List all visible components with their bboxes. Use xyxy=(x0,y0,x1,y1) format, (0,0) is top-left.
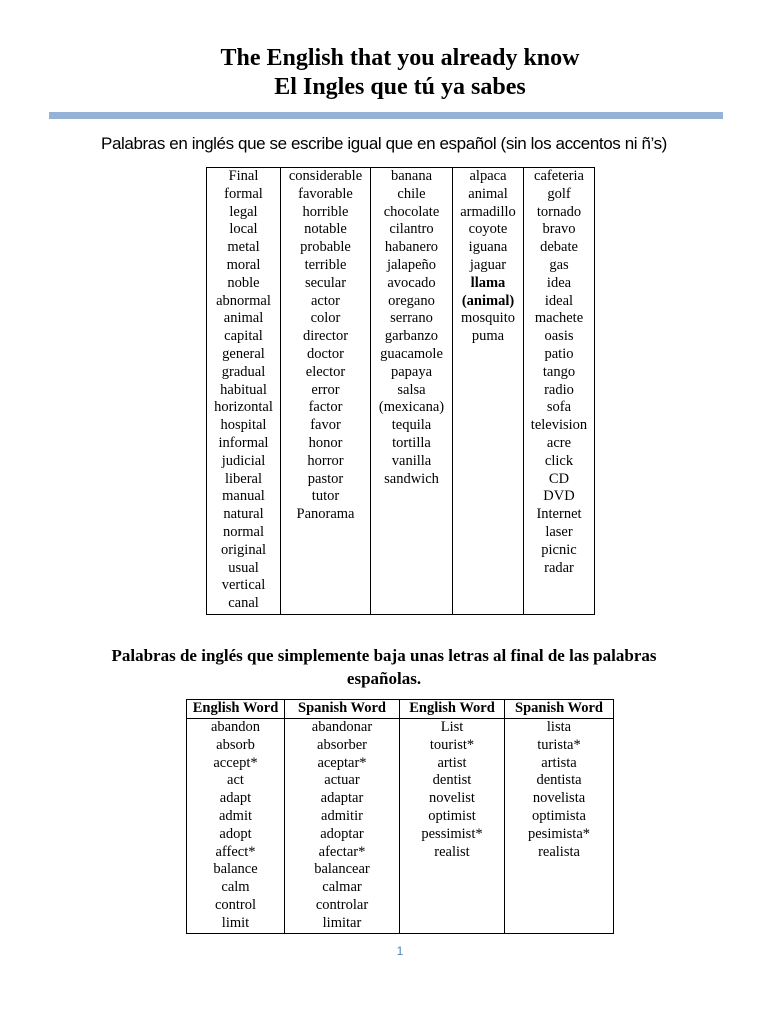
word-cell: sandwich xyxy=(384,470,439,487)
word-cell: affect* xyxy=(215,843,256,860)
word-column-1 xyxy=(207,168,281,615)
word-cell: television xyxy=(530,417,588,434)
word-cell: balancear xyxy=(314,861,370,878)
word-cell: vanilla xyxy=(391,452,432,469)
word-cell: noble xyxy=(227,274,260,291)
word-cell: elector xyxy=(305,363,346,380)
word-cell: considerable xyxy=(288,168,363,184)
word-cell: capital xyxy=(224,328,263,345)
word-cell: ideal xyxy=(544,292,574,309)
section2-heading: Palabras de inglés que simplemente baja unas letras al final de las palabras españolas. xyxy=(111,646,657,688)
word-cell: actor xyxy=(311,292,340,309)
word-cell: usual xyxy=(228,559,259,576)
word-cell: abandonar xyxy=(311,719,373,735)
word-cell: control xyxy=(214,896,257,913)
word-cell: local xyxy=(229,221,258,238)
word-cell: terrible xyxy=(304,256,347,273)
word-cell: tango xyxy=(542,363,576,380)
word-cell: animal xyxy=(468,185,508,202)
word-cell: turista* xyxy=(537,736,581,753)
word-cell: picnic xyxy=(541,541,577,558)
word-cell: tequila xyxy=(391,417,432,434)
word-cell: probable xyxy=(300,239,351,256)
title-spanish: El Ingles que tú ya sabes xyxy=(274,74,526,100)
word-cell: aceptar* xyxy=(317,754,367,771)
english-column-1 xyxy=(187,719,285,934)
word-cell: director xyxy=(302,328,349,345)
word-cell: coyote xyxy=(468,221,508,238)
word-cell: horizontal xyxy=(214,399,273,416)
word-cell: chocolate xyxy=(383,203,440,220)
word-cell: realist xyxy=(434,843,470,860)
word-cell: novelista xyxy=(532,790,586,807)
word-cell: cafeteria xyxy=(534,168,584,184)
word-cell: notable xyxy=(304,221,347,238)
word-cell: pastor xyxy=(307,470,344,487)
word-cell: (mexicana) xyxy=(378,399,445,416)
word-cell: animal xyxy=(223,310,264,327)
word-cell: factor xyxy=(308,399,343,416)
header-english-word-1: English Word xyxy=(187,700,285,719)
word-cell: admit xyxy=(218,807,253,824)
word-cell: adaptar xyxy=(320,790,364,807)
word-cell: accept* xyxy=(213,754,258,771)
header-spanish-word-1: Spanish Word xyxy=(285,700,400,719)
word-cell: error xyxy=(311,381,340,398)
word-cell: papaya xyxy=(390,363,433,380)
header-english-word-2: English Word xyxy=(400,700,505,719)
word-cell: favor xyxy=(310,417,341,434)
word-cell: Final xyxy=(228,168,259,184)
word-cell: limit xyxy=(221,914,250,931)
word-cell: laser xyxy=(545,523,573,540)
word-cell: jalapeño xyxy=(386,256,437,273)
word-cell: secular xyxy=(304,274,347,291)
word-cell: habanero xyxy=(384,239,439,256)
word-cell: limitar xyxy=(322,914,362,931)
word-cell: habitual xyxy=(220,381,267,398)
word-cell: oregano xyxy=(388,292,435,309)
word-cell: horrible xyxy=(302,203,349,220)
word-cell: normal xyxy=(222,523,265,540)
word-cell: judicial xyxy=(221,452,266,469)
word-cell: CD xyxy=(548,470,570,487)
word-cell: legal xyxy=(229,203,258,220)
word-cell: pessimist* xyxy=(421,825,483,842)
word-cell: tornado xyxy=(536,203,582,220)
word-column-5 xyxy=(524,168,595,615)
word-cell: idea xyxy=(546,274,572,291)
word-cell: debate xyxy=(540,239,578,256)
word-cell: afectar* xyxy=(318,843,366,860)
word-cell: absorber xyxy=(317,736,367,753)
suffix-words-table xyxy=(186,699,614,934)
word-cell: chile xyxy=(397,185,426,202)
word-cell: iguana xyxy=(468,239,508,256)
word-cell: gas xyxy=(549,256,569,273)
word-cell: tourist* xyxy=(429,736,475,753)
word-cell: manual xyxy=(222,488,265,505)
word-cell: honor xyxy=(308,434,343,451)
word-cell: serrano xyxy=(390,310,433,327)
word-cell: calm xyxy=(221,879,250,896)
spanish-column-2 xyxy=(505,719,614,934)
word-cell: Internet xyxy=(536,506,582,523)
word-cell: jaguar xyxy=(469,256,507,273)
word-cell: Panorama xyxy=(296,506,355,523)
word-cell: formal xyxy=(224,185,263,202)
identical-words-table xyxy=(206,167,595,615)
word-cell: avocado xyxy=(387,274,436,291)
word-cell: radio xyxy=(544,381,574,398)
word-cell: realista xyxy=(538,843,580,860)
word-cell: (animal) xyxy=(461,292,515,309)
word-cell: absorb xyxy=(216,736,255,753)
word-cell: machete xyxy=(534,310,584,327)
word-cell: puma xyxy=(471,328,505,345)
word-cell: sofa xyxy=(546,399,572,416)
word-cell: llama xyxy=(470,274,506,291)
word-cell: cilantro xyxy=(389,221,434,238)
word-cell: act xyxy=(227,772,244,789)
word-cell: moral xyxy=(226,256,261,273)
word-cell: lista xyxy=(546,719,572,735)
section1-heading: Palabras en inglés que se escribe igual que en español (sin los accentos ni ñ’s) xyxy=(101,134,667,153)
word-cell: DVD xyxy=(543,488,575,505)
header-spanish-word-2: Spanish Word xyxy=(505,700,614,719)
word-cell: tortilla xyxy=(392,434,431,451)
word-cell: abnormal xyxy=(216,292,271,309)
word-cell: mosquito xyxy=(461,310,515,327)
word-cell: dentista xyxy=(536,772,582,789)
word-cell: balance xyxy=(213,861,258,878)
word-cell: controlar xyxy=(315,896,369,913)
word-cell: armadillo xyxy=(460,203,516,220)
word-cell: horror xyxy=(307,452,344,469)
word-cell: adoptar xyxy=(320,825,364,842)
title-divider xyxy=(49,112,723,119)
word-column-4 xyxy=(453,168,524,615)
word-cell: oasis xyxy=(544,328,574,345)
word-cell: color xyxy=(310,310,341,327)
word-cell: vertical xyxy=(221,577,266,594)
page-title xyxy=(0,44,768,102)
word-cell: click xyxy=(544,452,574,469)
word-cell: adopt xyxy=(219,825,252,842)
word-cell: gradual xyxy=(221,363,266,380)
word-cell: acre xyxy=(546,434,572,451)
word-cell: favorable xyxy=(298,185,353,202)
word-cell: general xyxy=(222,345,265,362)
word-column-2 xyxy=(281,168,371,615)
word-column-3 xyxy=(371,168,453,615)
word-cell: hospital xyxy=(220,417,267,434)
word-cell: banana xyxy=(390,168,433,184)
word-cell: garbanzo xyxy=(384,328,439,345)
word-cell: natural xyxy=(223,506,264,523)
word-cell: patio xyxy=(544,345,574,362)
word-cell: radar xyxy=(544,559,574,576)
word-cell: List xyxy=(440,719,464,735)
word-cell: tutor xyxy=(311,488,340,505)
word-cell: salsa xyxy=(397,381,426,398)
word-cell: adapt xyxy=(219,790,252,807)
word-cell: actuar xyxy=(324,772,360,789)
spanish-column-1 xyxy=(285,719,400,934)
word-cell: dentist xyxy=(432,772,472,789)
word-cell: abandon xyxy=(210,719,261,735)
word-cell: guacamole xyxy=(380,345,443,362)
word-cell: canal xyxy=(228,595,259,612)
word-cell: informal xyxy=(218,434,269,451)
word-cell: metal xyxy=(227,239,260,256)
word-cell: optimista xyxy=(532,807,586,824)
word-cell: pesimista* xyxy=(527,825,591,842)
word-cell: original xyxy=(220,541,267,558)
word-cell: alpaca xyxy=(469,168,507,184)
word-cell: doctor xyxy=(306,345,345,362)
word-cell: optimist xyxy=(428,807,476,824)
english-column-2 xyxy=(400,719,505,934)
word-cell: liberal xyxy=(224,470,263,487)
word-cell: artist xyxy=(437,754,467,771)
word-cell: admitir xyxy=(321,807,363,824)
word-cell: calmar xyxy=(322,879,362,896)
word-cell: artista xyxy=(541,754,577,771)
word-cell: bravo xyxy=(542,221,576,238)
word-cell: novelist xyxy=(429,790,475,807)
page-number: 1 xyxy=(396,944,404,958)
word-cell: golf xyxy=(547,185,571,202)
title-english: The English that you already know xyxy=(220,45,580,71)
